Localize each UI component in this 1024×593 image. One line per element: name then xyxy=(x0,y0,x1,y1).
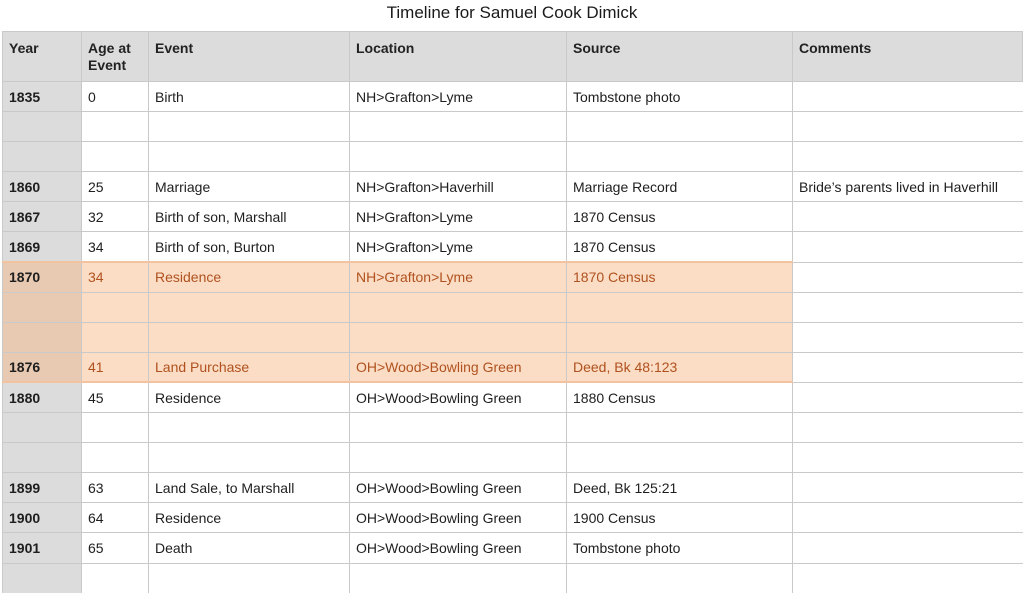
location-cell[interactable]: OH>Wood>Bowling Green xyxy=(350,503,567,533)
age-cell[interactable]: 34 xyxy=(82,262,149,292)
source-cell[interactable] xyxy=(567,142,793,172)
year-cell[interactable]: 1867 xyxy=(3,202,82,232)
source-cell[interactable]: Marriage Record xyxy=(567,172,793,202)
event-cell[interactable]: Land Purchase xyxy=(149,352,350,382)
source-cell[interactable] xyxy=(567,443,793,473)
year-cell[interactable]: 1880 xyxy=(3,382,82,412)
age-cell[interactable]: 0 xyxy=(82,82,149,112)
comments-cell[interactable] xyxy=(793,473,1023,503)
table-row xyxy=(3,112,1023,142)
table-row xyxy=(3,503,1023,533)
table-row xyxy=(3,202,1023,232)
column-header-age[interactable]: Age at Event xyxy=(82,32,149,82)
source-cell[interactable]: Tombstone photo xyxy=(567,82,793,112)
event-cell[interactable] xyxy=(149,142,350,172)
table-row xyxy=(3,82,1023,112)
location-cell[interactable] xyxy=(350,112,567,142)
year-cell[interactable] xyxy=(3,142,82,172)
comments-cell[interactable] xyxy=(793,232,1023,262)
year-cell[interactable]: 1900 xyxy=(3,503,82,533)
age-cell[interactable]: 65 xyxy=(82,533,149,563)
location-cell[interactable]: OH>Wood>Bowling Green xyxy=(350,382,567,412)
event-cell[interactable] xyxy=(149,413,350,443)
table-row-highlighted xyxy=(3,262,1023,292)
comments-cell[interactable] xyxy=(793,352,1023,382)
comments-cell[interactable] xyxy=(793,262,1023,292)
comments-cell[interactable] xyxy=(793,443,1023,473)
year-cell[interactable] xyxy=(3,112,82,142)
age-cell[interactable] xyxy=(82,292,149,322)
comments-cell[interactable] xyxy=(793,292,1023,322)
source-cell[interactable]: 1880 Census xyxy=(567,382,793,412)
comments-cell[interactable] xyxy=(793,322,1023,352)
location-cell[interactable] xyxy=(350,443,567,473)
location-cell[interactable] xyxy=(350,292,567,322)
column-header-year[interactable]: Year xyxy=(3,32,82,82)
location-cell[interactable]: OH>Wood>Bowling Green xyxy=(350,533,567,563)
age-cell[interactable] xyxy=(82,142,149,172)
table-row-highlighted xyxy=(3,322,1023,352)
location-cell[interactable]: NH>Grafton>Lyme xyxy=(350,232,567,262)
comments-cell[interactable]: Bride’s parents lived in Haverhill xyxy=(793,172,1023,202)
source-cell[interactable] xyxy=(567,322,793,352)
table-row xyxy=(3,142,1023,172)
source-cell[interactable] xyxy=(567,292,793,322)
event-cell[interactable] xyxy=(149,292,350,322)
year-cell[interactable] xyxy=(3,443,82,473)
event-cell[interactable]: Death xyxy=(149,533,350,563)
timeline-table xyxy=(2,31,1023,593)
source-cell[interactable] xyxy=(567,413,793,443)
column-header-comments[interactable]: Comments xyxy=(793,32,1023,82)
comments-cell[interactable] xyxy=(793,382,1023,412)
age-cell[interactable]: 63 xyxy=(82,473,149,503)
location-cell[interactable]: NH>Grafton>Lyme xyxy=(350,262,567,292)
table-row xyxy=(3,232,1023,262)
event-cell[interactable]: Residence xyxy=(149,503,350,533)
comments-cell[interactable] xyxy=(793,533,1023,563)
event-cell[interactable]: Residence xyxy=(149,262,350,292)
year-cell[interactable]: 1901 xyxy=(3,533,82,563)
age-cell[interactable]: 41 xyxy=(82,352,149,382)
comments-cell[interactable] xyxy=(793,112,1023,142)
event-cell[interactable]: Residence xyxy=(149,382,350,412)
table-row xyxy=(3,443,1023,473)
age-cell[interactable]: 45 xyxy=(82,382,149,412)
header-row xyxy=(3,32,1023,82)
age-cell[interactable] xyxy=(82,112,149,142)
table-row xyxy=(3,473,1023,503)
comments-cell[interactable] xyxy=(793,142,1023,172)
table-row-highlighted xyxy=(3,292,1023,322)
source-cell[interactable] xyxy=(567,112,793,142)
age-cell[interactable] xyxy=(82,413,149,443)
year-cell[interactable]: 1876 xyxy=(3,352,82,382)
comments-cell[interactable] xyxy=(793,503,1023,533)
source-cell[interactable]: 1870 Census xyxy=(567,202,793,232)
year-cell[interactable] xyxy=(3,322,82,352)
year-cell[interactable]: 1835 xyxy=(3,82,82,112)
event-cell[interactable]: Birth of son, Burton xyxy=(149,232,350,262)
year-cell[interactable]: 1869 xyxy=(3,232,82,262)
source-cell[interactable]: 1870 Census xyxy=(567,262,793,292)
event-cell[interactable]: Birth xyxy=(149,82,350,112)
comments-cell[interactable] xyxy=(793,413,1023,443)
age-cell[interactable] xyxy=(82,322,149,352)
location-cell[interactable]: NH>Grafton>Lyme xyxy=(350,82,567,112)
age-cell[interactable]: 64 xyxy=(82,503,149,533)
source-cell[interactable]: Deed, Bk 125:21 xyxy=(567,473,793,503)
event-cell[interactable] xyxy=(149,112,350,142)
column-header-event[interactable]: Event xyxy=(149,32,350,82)
table-row xyxy=(3,413,1023,443)
location-cell[interactable] xyxy=(350,413,567,443)
age-cell[interactable]: 25 xyxy=(82,172,149,202)
event-cell[interactable]: Marriage xyxy=(149,172,350,202)
comments-cell[interactable] xyxy=(793,82,1023,112)
year-cell[interactable]: 1899 xyxy=(3,473,82,503)
table-row-highlighted xyxy=(3,352,1023,382)
event-cell[interactable]: Land Sale, to Marshall xyxy=(149,473,350,503)
column-header-location[interactable]: Location xyxy=(350,32,567,82)
age-cell[interactable]: 34 xyxy=(82,232,149,262)
event-cell[interactable]: Birth of son, Marshall xyxy=(149,202,350,232)
page-title: Timeline for Samuel Cook Dimick xyxy=(386,3,638,22)
event-cell[interactable] xyxy=(149,322,350,352)
comments-cell[interactable] xyxy=(793,202,1023,232)
age-cell[interactable] xyxy=(82,443,149,473)
event-cell[interactable] xyxy=(149,443,350,473)
location-cell[interactable]: NH>Grafton>Lyme xyxy=(350,202,567,232)
table-row xyxy=(3,533,1023,563)
table-row xyxy=(3,382,1023,412)
location-cell[interactable]: NH>Grafton>Haverhill xyxy=(350,172,567,202)
location-cell[interactable]: OH>Wood>Bowling Green xyxy=(350,473,567,503)
source-cell[interactable]: Tombstone photo xyxy=(567,533,793,563)
age-cell[interactable]: 32 xyxy=(82,202,149,232)
location-cell[interactable]: OH>Wood>Bowling Green xyxy=(350,352,567,382)
year-cell[interactable]: 1870 xyxy=(3,262,82,292)
location-cell[interactable] xyxy=(350,322,567,352)
year-cell[interactable] xyxy=(3,292,82,322)
column-header-source[interactable]: Source xyxy=(567,32,793,82)
location-cell[interactable] xyxy=(350,142,567,172)
year-cell[interactable]: 1860 xyxy=(3,172,82,202)
source-cell[interactable]: Deed, Bk 48:123 xyxy=(567,352,793,382)
source-cell[interactable]: 1900 Census xyxy=(567,503,793,533)
year-cell[interactable] xyxy=(3,413,82,443)
source-cell[interactable]: 1870 Census xyxy=(567,232,793,262)
table-row xyxy=(3,172,1023,202)
